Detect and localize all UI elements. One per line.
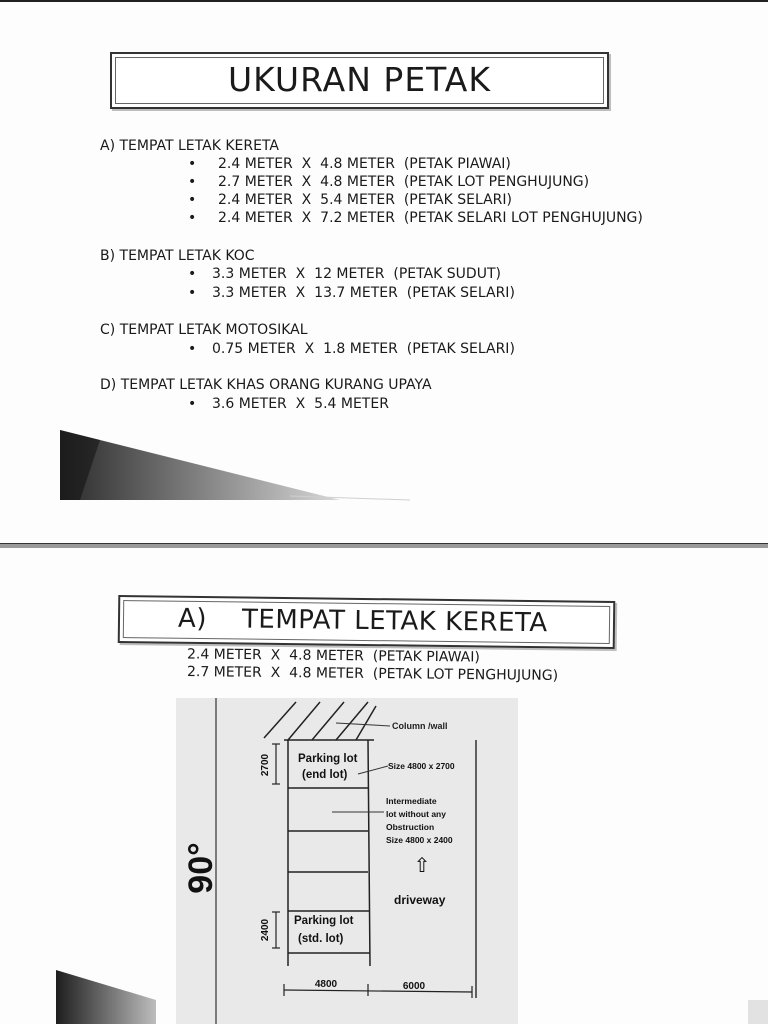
intermediate-label: Size 4800 x 2400 bbox=[386, 835, 453, 845]
list-item: • 2.4 METER X 5.4 METER (PETAK SELARI) bbox=[188, 192, 512, 208]
intermediate-label: Intermediate bbox=[386, 796, 437, 806]
dim-6000: 6000 bbox=[402, 981, 426, 992]
dim-4800: 4800 bbox=[314, 979, 338, 990]
arrow-up-icon: ⇧ bbox=[413, 855, 431, 877]
edge-shade bbox=[748, 1000, 768, 1024]
section-heading-d: D) TEMPAT LETAK KHAS ORANG KURANG UPAYA bbox=[100, 377, 432, 393]
slide-ukuran-petak bbox=[0, 3, 768, 543]
slide-title-2: A) TEMPAT LETAK KERETA bbox=[177, 603, 548, 639]
top-edge bbox=[0, 0, 768, 2]
end-lot-label: Parking lot bbox=[298, 753, 358, 765]
section-heading-a: A) TEMPAT LETAK KERETA bbox=[100, 138, 279, 154]
section-heading-b: B) TEMPAT LETAK KOC bbox=[100, 248, 255, 264]
list-item: • 2.4 METER X 7.2 METER (PETAK SELARI LOT PENGHUJUNG) bbox=[188, 210, 643, 226]
end-lot-sublabel: (end lot) bbox=[302, 769, 348, 781]
slide-title: UKURAN PETAK bbox=[228, 60, 491, 99]
size-end-label: Size 4800 x 2700 bbox=[388, 761, 455, 771]
decorative-wedge bbox=[60, 430, 410, 502]
list-item: • 2.7 METER X 4.8 METER (PETAK LOT PENGHUJUNG) bbox=[188, 174, 590, 190]
angle-label: 90° bbox=[182, 842, 220, 894]
wall-hatching bbox=[264, 702, 376, 740]
parking-diagram bbox=[176, 698, 518, 1024]
list-item: • 2.4 METER X 4.8 METER (PETAK PIAWAI) bbox=[188, 156, 511, 172]
title-box bbox=[110, 52, 609, 109]
list-item: • 3.6 METER X 5.4 METER bbox=[188, 396, 389, 412]
dim-2400: 2400 bbox=[260, 918, 271, 942]
intermediate-label: Obstruction bbox=[386, 822, 435, 832]
title-box-2 bbox=[118, 595, 616, 649]
intermediate-label: lot without any bbox=[386, 809, 446, 819]
dim-2700: 2700 bbox=[260, 753, 271, 777]
std-lot-label: Parking lot bbox=[294, 915, 354, 927]
list-item: • 0.75 METER X 1.8 METER (PETAK SELARI) bbox=[188, 341, 515, 357]
std-lot-sublabel: (std. lot) bbox=[298, 933, 344, 945]
list-item: • 3.3 METER X 13.7 METER (PETAK SELARI) bbox=[188, 285, 515, 301]
section-heading-c: C) TEMPAT LETAK MOTOSIKAL bbox=[100, 322, 308, 338]
driveway-label: driveway bbox=[394, 893, 446, 907]
size-line-1: 2.4 METER X 4.8 METER (PETAK PIAWAI) bbox=[186, 646, 480, 666]
column-wall-label: Column /wall bbox=[392, 721, 448, 731]
decorative-wedge-2 bbox=[56, 970, 156, 1024]
size-line-2: 2.7 METER X 4.8 METER (PETAK LOT PENGHUJUNG) bbox=[186, 664, 559, 684]
list-item: • 3.3 METER X 12 METER (PETAK SUDUT) bbox=[188, 266, 501, 282]
